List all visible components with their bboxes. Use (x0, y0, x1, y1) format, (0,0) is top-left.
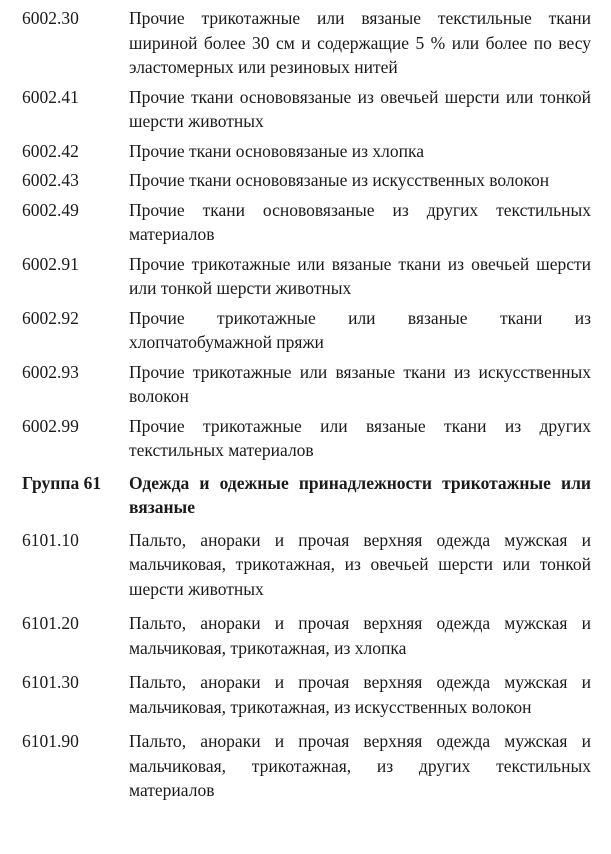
entry-description: Прочие ткани основовязаные из хлопка (129, 140, 424, 161)
entry-6002-91 (22, 252, 591, 301)
entry-6101-30 (22, 670, 591, 719)
entry-description: Прочие трикотажные или вязаные ткани из овечьей шерсти или тонкой шерсти животных (129, 253, 591, 298)
entry-description: Пальто, анораки и прочая верхняя одежда мужская и мальчиковая, трикотажная, из хлопка (129, 613, 591, 658)
entry-description: Пальто, анораки и прочая верхняя одежда мужская и мальчиковая, трикотажная, из овечьей шерсти или тонкой шерсти животных (129, 529, 591, 599)
entry-code: 6002.93 (22, 361, 79, 382)
entry-code: 6101.30 (22, 672, 79, 692)
entry-6002-49 (22, 198, 591, 247)
entry-6101-20 (22, 611, 591, 660)
entry-code: 6101.90 (22, 731, 79, 751)
entry-code: 6002.43 (22, 170, 79, 190)
entry-code: 6101.10 (22, 529, 79, 550)
entry-description: Прочие трикотажные или вязаные текстильные ткани шириной более 30 см и содержащие 5 % или более по весу эластомерных или резиновых нитей (129, 8, 591, 77)
entry-description: Прочие ткани основовязаные из других текстильных материалов (129, 199, 591, 244)
entry-code: 6002.30 (22, 8, 79, 28)
entry-6002-42 (22, 139, 591, 164)
entry-6101-10 (22, 528, 591, 602)
entry-code: 6002.41 (22, 86, 79, 107)
entry-description: Пальто, анораки и прочая верхняя одежда мужская и мальчиковая, трикотажная, из искусственных волокон (129, 672, 591, 717)
entry-description: Прочие ткани основовязаные из искусственных волокон (129, 170, 550, 190)
entry-description: Прочие трикотажные или вязаные ткани из искусственных волокон (129, 361, 591, 406)
entry-6002-30 (22, 6, 591, 80)
entry-6002-41 (22, 85, 591, 134)
entry-6002-93 (22, 360, 591, 409)
entry-code: 6101.20 (22, 613, 79, 633)
group-heading-61 (22, 471, 591, 520)
entry-description: Прочие трикотажные или вязаные ткани из хлопчатобумажной пряжи (129, 307, 591, 352)
entry-code: 6002.92 (22, 307, 79, 328)
entry-6101-90 (22, 729, 591, 803)
entry-6002-99 (22, 414, 591, 463)
entry-code: 6002.49 (22, 199, 79, 220)
entry-description: Прочие ткани основовязаные из овечьей шерсти или тонкой шерсти животных (129, 86, 591, 131)
entry-code: 6002.91 (22, 253, 79, 274)
entry-description: Прочие трикотажные или вязаные ткани из других текстильных материалов (129, 415, 591, 460)
group-title: Одежда и одежные принадлежности трикотажные или вязаные (129, 472, 591, 517)
entry-description: Пальто, анораки и прочая верхняя одежда мужская и мальчиковая, трикотажная, из других текстильных материалов (129, 731, 591, 800)
entry-6002-92 (22, 306, 591, 355)
entry-code: 6002.99 (22, 415, 79, 436)
group-number: Группа 61 (22, 472, 102, 493)
entry-6002-43 (22, 168, 591, 193)
entry-code: 6002.42 (22, 140, 79, 161)
